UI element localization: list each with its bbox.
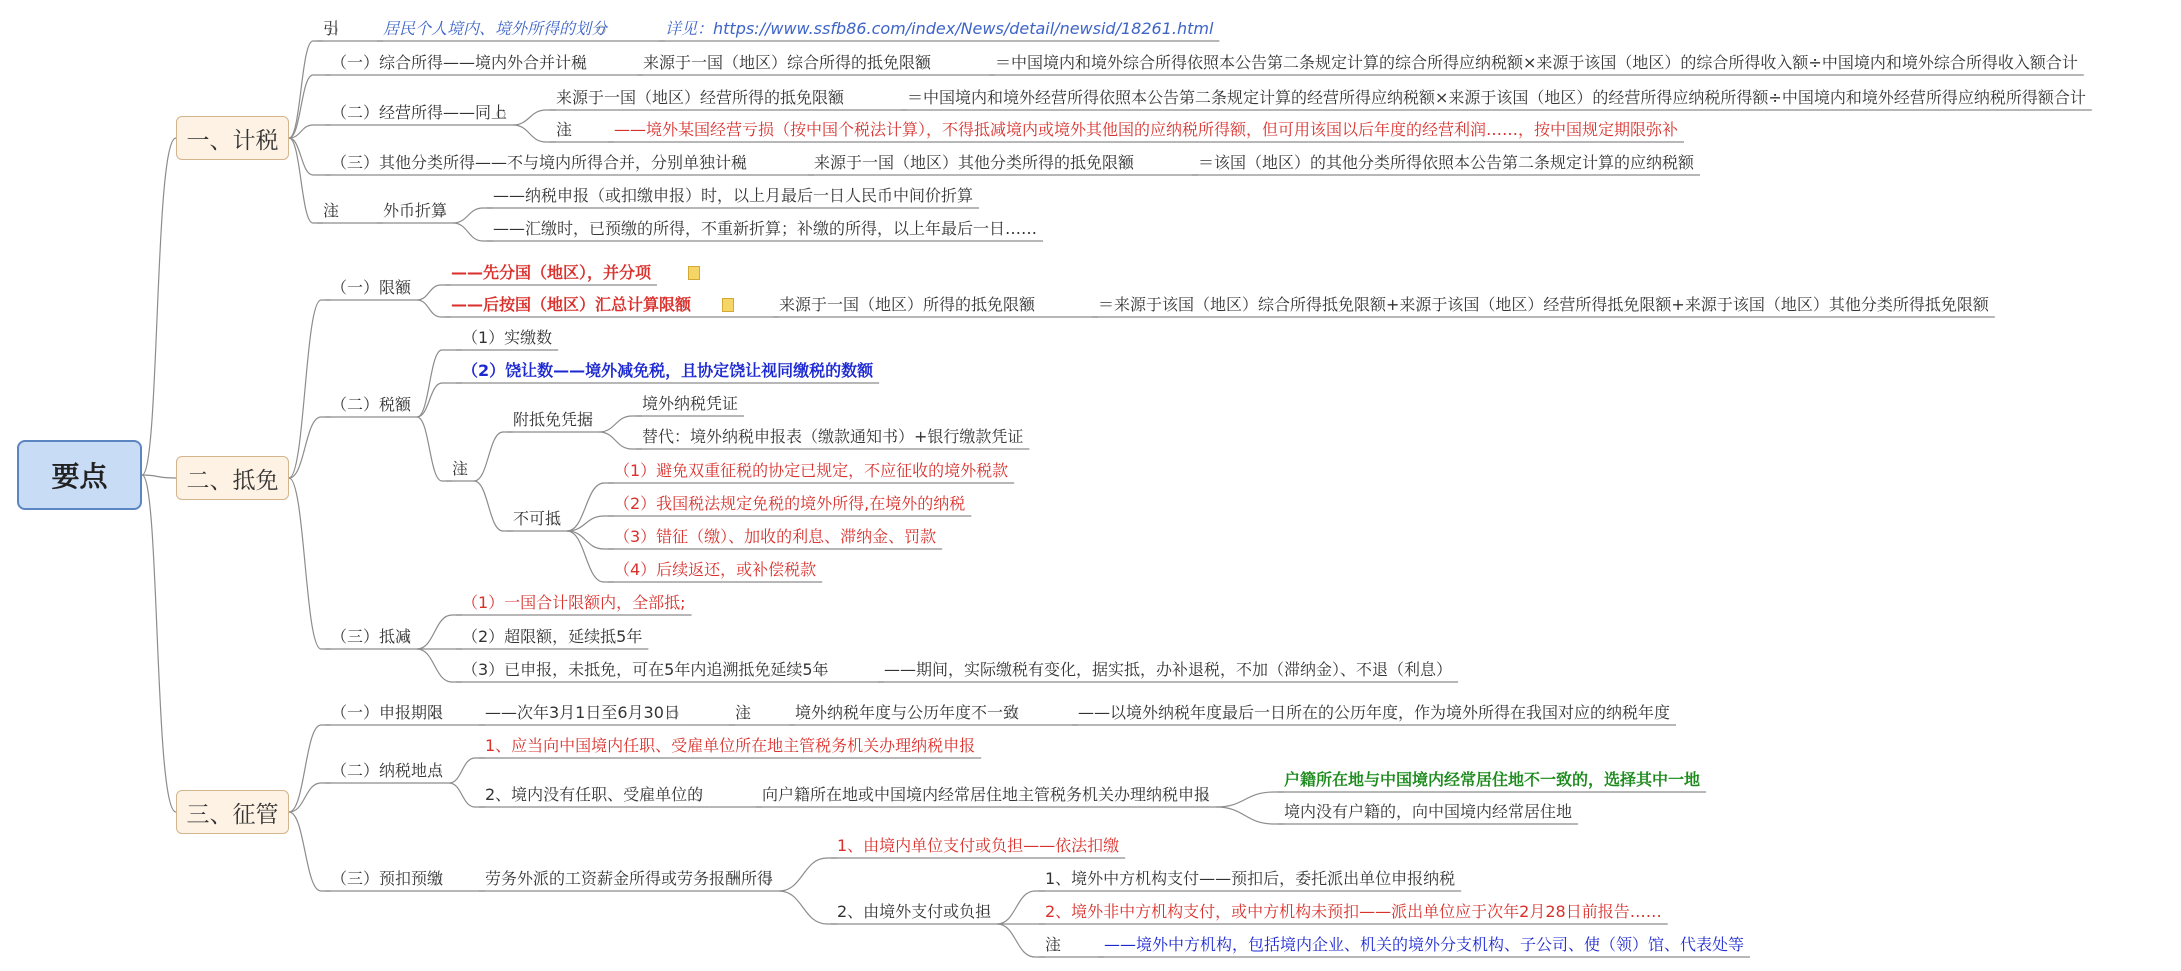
note-icon xyxy=(688,266,700,280)
connector xyxy=(417,300,451,317)
non-creditable-4: （4）后续返还，或补偿税款 xyxy=(614,560,817,579)
outbound-labor-income: 劳务外派的工资薪金所得或劳务报酬所得 xyxy=(485,869,774,888)
evidence-certificate: 境外纳税凭证 xyxy=(642,394,739,413)
connector xyxy=(513,125,556,142)
connector xyxy=(599,432,642,449)
currency-conversion: 外币折算 xyxy=(383,201,448,220)
connector xyxy=(417,615,462,649)
business-income-item: （二）经营所得——同上 xyxy=(331,103,508,122)
connector xyxy=(142,475,176,812)
connector xyxy=(449,758,485,783)
root-node[interactable]: 要点 xyxy=(17,440,142,510)
connector xyxy=(289,812,331,891)
no-household-registration: 境内没有户籍的，向中国境内经常居住地 xyxy=(1284,802,1573,821)
non-creditable-2: （2）我国税法规定免税的境外所得,在境外的纳税 xyxy=(614,494,966,513)
actual-paid: （1）实缴数 xyxy=(462,328,553,347)
connector xyxy=(997,891,1045,924)
connector xyxy=(513,110,556,125)
comprehensive-limit-key: 来源于一国（地区）综合所得的抵免限额 xyxy=(643,53,932,72)
filing-period-note-label: 注 xyxy=(735,703,752,722)
offset-retroactive: （3）已申报，未抵免，可在5年内追溯抵免延续5年 xyxy=(462,660,829,679)
tax-amount-item: （二）税额 xyxy=(331,395,412,414)
connector xyxy=(1216,792,1284,807)
domestic-payer: 1、由境内单位支付或负担——依法扣缴 xyxy=(837,836,1120,855)
non-chinese-entity: 2、境外非中方机构支付，或中方机构未预扣——派出单位应于次年2月28日前报告…… xyxy=(1045,902,1662,921)
non-creditable-3: （3）错征（缴）、加收的利息、滞纳金、罚款 xyxy=(614,527,937,546)
connector xyxy=(289,725,331,812)
branch-credit[interactable]: 二、抵免 xyxy=(176,456,289,500)
connector xyxy=(779,858,837,891)
connector xyxy=(1216,807,1284,824)
tax-sparing: （2）饶让数——境外减免税，且协定饶让视同缴税的数额 xyxy=(462,361,874,380)
intro-label: 引 xyxy=(323,19,340,38)
tax-note-label: 注 xyxy=(452,459,469,478)
limit-item: （一）限额 xyxy=(331,278,412,297)
connector xyxy=(289,478,331,649)
connector xyxy=(474,432,513,481)
currency-rule-declare: ——纳税申报（或扣缴申报）时，以上月最后一日人民币中间价折算 xyxy=(493,186,974,205)
credit-evidence: 附抵免凭据 xyxy=(513,410,594,429)
offset-item: （三）抵减 xyxy=(331,627,412,646)
offset-carry-forward: （2）超限额，延续抵5年 xyxy=(462,627,643,646)
connector xyxy=(417,649,462,682)
non-creditable-1: （1）避免双重征税的协定已规定，不应征收的境外税款 xyxy=(614,461,1009,480)
other-limit-formula: ＝该国（地区）的其他分类所得依照本公告第二条规定计算的应纳税额 xyxy=(1198,153,1695,172)
connector xyxy=(474,481,513,531)
credit-limit-formula: ＝来源于该国（地区）综合所得抵免限额+来源于该国（地区）经营所得抵免限额+来源于该国（地区）其他分类所得抵免限额 xyxy=(1098,295,1989,314)
residence-choice: 户籍所在地与中国境内经常居住地不一致的，选择其中一地 xyxy=(1284,770,1701,789)
filing-place-no-employer: 2、境内没有任职、受雇单位的 xyxy=(485,785,704,804)
limit-rule-per-country: ——先分国（地区），并分项 xyxy=(451,263,652,282)
offset-retroactive-note: ——期间，实际缴税有变化，据实抵，办补退税，不加（滞纳金）、不退（利息） xyxy=(884,660,1453,679)
connector xyxy=(599,416,642,432)
non-creditable: 不可抵 xyxy=(513,509,562,528)
credit-limit-key: 来源于一国（地区）所得的抵免限额 xyxy=(779,295,1036,314)
connector xyxy=(567,531,614,582)
connector xyxy=(779,891,837,924)
comprehensive-income-item: （一）综合所得——境内外合并计税 xyxy=(331,53,588,72)
business-note-label: 注 xyxy=(556,120,573,139)
filing-place-residence: 向户籍所在地或中国境内经常居住地主管税务机关办理纳税申报 xyxy=(762,785,1211,804)
connector xyxy=(453,208,493,223)
chinese-overseas-entity: 1、境外中方机构支付——预扣后，委托派出单位申报纳税 xyxy=(1045,869,1456,888)
currency-rule-settle: ——汇缴时，已预缴的所得，不重新折算；补缴的所得，以上年最后一日…… xyxy=(493,219,1038,238)
filing-place-item: （二）纳税地点 xyxy=(331,761,444,780)
withholding-item: （三）预扣预缴 xyxy=(331,869,444,888)
filing-place-employer: 1、应当向中国境内任职、受雇单位所在地主管税务机关办理纳税申报 xyxy=(485,736,976,755)
limit-rule-aggregate: ——后按国（地区）汇总计算限额 xyxy=(451,295,692,314)
offset-within-limit: （1）一国合计限额内，全部抵; xyxy=(462,593,686,612)
connector xyxy=(142,475,176,478)
other-limit-key: 来源于一国（地区）其他分类所得的抵免限额 xyxy=(814,153,1135,172)
currency-note-label: 注 xyxy=(323,201,340,220)
connector xyxy=(289,41,323,138)
connector xyxy=(453,223,493,241)
foreign-payer: 2、由境外支付或负担 xyxy=(837,902,992,921)
other-income-item: （三）其他分类所得——不与境内所得合并，分别单独计税 xyxy=(331,153,748,172)
fiscal-year-rule: ——以境外纳税年度最后一日所在的公历年度，作为境外所得在我国对应的纳税年度 xyxy=(1078,703,1671,722)
connector xyxy=(567,483,614,531)
connector xyxy=(417,285,451,300)
intro-text[interactable]: 居民个人境内、境外所得的划分 xyxy=(383,19,608,38)
evidence-substitute: 替代：境外纳税申报表（缴款通知书）+银行缴款凭证 xyxy=(642,427,1024,446)
connector xyxy=(289,300,331,478)
business-limit-formula: ＝中国境内和境外经营所得依照本公告第二条规定计算的经营所得应纳税额×来源于该国（地区）的经营所得应纳税所得额÷中国境内和境外经营所得应纳税所得额合计 xyxy=(907,88,2086,107)
connector xyxy=(289,138,323,223)
filing-period-item: （一）申报期限 xyxy=(331,703,444,722)
comprehensive-limit-formula: ＝中国境内和境外综合所得依照本公告第二条规定计算的综合所得应纳税额×来源于该国（地区）的综合所得收入额÷中国境内和境外综合所得收入额合计 xyxy=(995,53,2078,72)
connector xyxy=(289,138,331,175)
connector xyxy=(997,924,1045,957)
filing-period-dates: ——次年3月1日至6月30日 xyxy=(485,703,680,722)
branch-administration[interactable]: 三、征管 xyxy=(176,790,289,834)
note-icon xyxy=(722,298,734,312)
overseas-entity-definition: ——境外中方机构，包括境内企业、机关的境外分支机构、子公司、使（领）馆、代表处等 xyxy=(1104,935,1745,954)
connector xyxy=(142,138,176,475)
branch-tax-calculation[interactable]: 一、计税 xyxy=(176,116,289,160)
connector xyxy=(417,417,452,481)
connector xyxy=(417,383,462,417)
business-limit-key: 来源于一国（地区）经营所得的抵免限额 xyxy=(556,88,845,107)
connector xyxy=(449,783,485,807)
prepay-note-label: 注 xyxy=(1045,935,1062,954)
fiscal-year-mismatch: 境外纳税年度与公历年度不一致 xyxy=(795,703,1020,722)
intro-link[interactable]: 详见：https://www.ssfb86.com/index/News/detail/newsid/18261.html xyxy=(665,19,1214,38)
business-note-text: ——境外某国经营亏损（按中国个税法计算），不得抵减境内或境外其他国的应纳税所得额，但可用该国以后年度的经营利润……，按中国规定期限弥补 xyxy=(614,120,1679,139)
